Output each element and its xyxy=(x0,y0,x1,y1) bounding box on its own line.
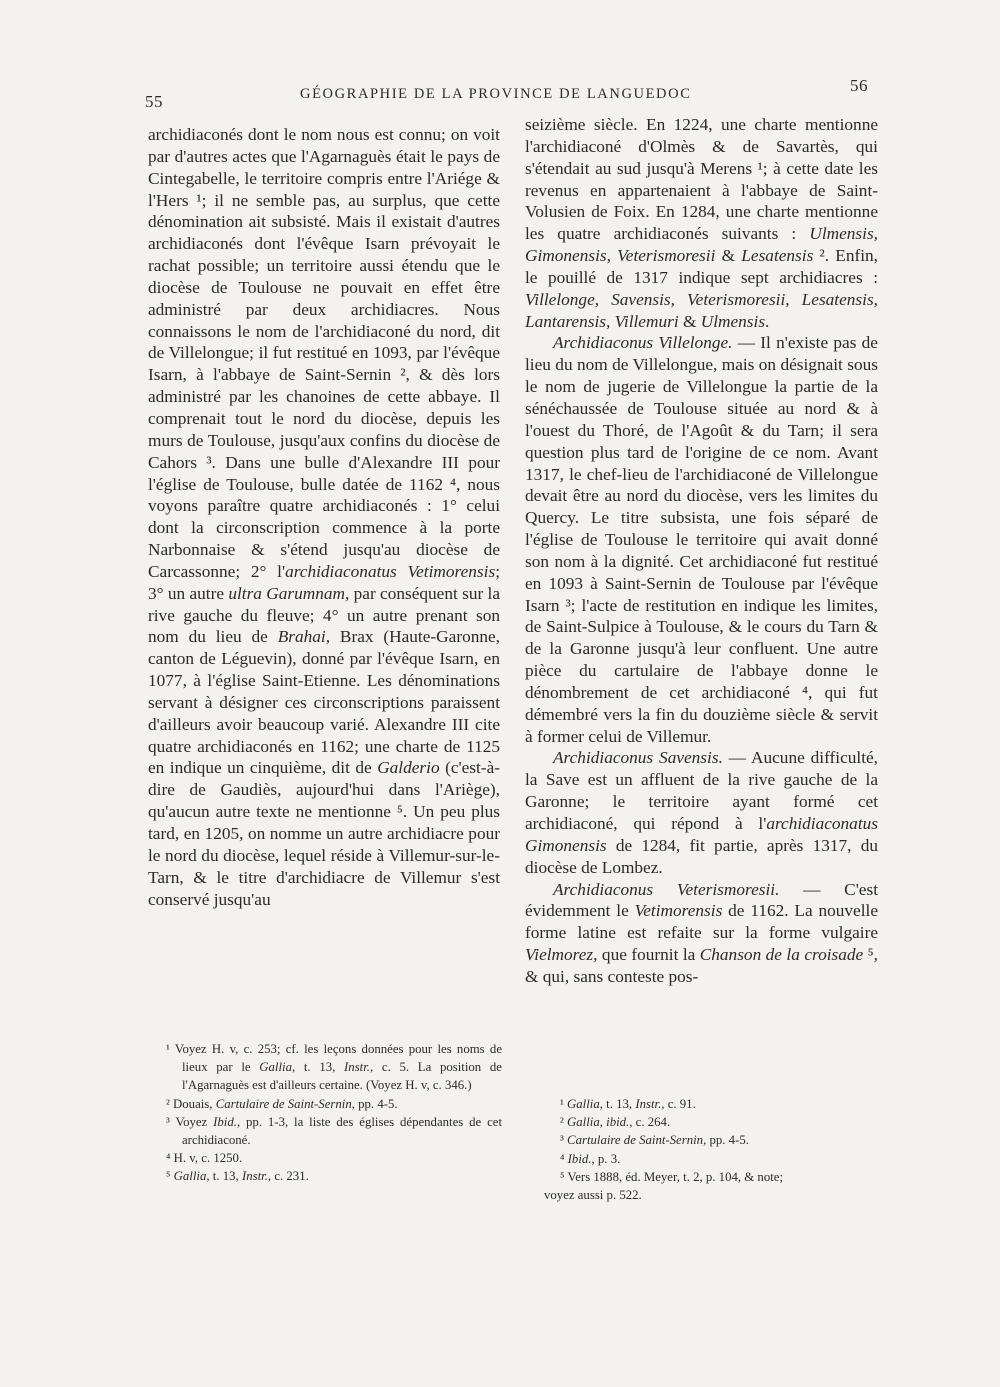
text-run: ⁵, & qui, sans conteste pos- xyxy=(525,945,879,986)
italic-run: Vetimorensis xyxy=(634,901,723,921)
text-run: , t. 13, xyxy=(206,1169,242,1184)
text-run: ; 3° un autre xyxy=(148,561,500,603)
right-paragraph-1 xyxy=(525,114,878,332)
italic-run: archidiaconatus Vetimorensis xyxy=(285,561,496,581)
text-run: , c. 264. xyxy=(629,1115,671,1130)
italic-run: Gallia xyxy=(259,1060,292,1075)
text-run: , par conséquent sur la rive gauche du fleuve; 4° un autre prenant son nom du lieu de xyxy=(148,583,501,647)
right-paragraph-2 xyxy=(525,332,878,747)
italic-run: Ibid. xyxy=(213,1114,237,1129)
italic-run: Ulmensis, Gimonensis, Veterismoresii xyxy=(525,224,878,266)
footnote-2 xyxy=(560,1113,880,1131)
text-run: ⁴ xyxy=(560,1151,568,1166)
text-run: de 1284, fit partie, après 1317, du diocèse de Lombez. xyxy=(525,835,878,877)
italic-run: Gallia xyxy=(567,1097,600,1111)
text-run: voyez aussi p. 522. xyxy=(544,1188,642,1203)
text-run: . xyxy=(765,311,770,331)
text-run: ². Enfin, le pouillé de 1317 indique sept archidiacres : xyxy=(525,246,878,287)
text-run: ¹ xyxy=(560,1097,568,1111)
page-number-right: 56 xyxy=(850,76,868,95)
italic-run: Gallia xyxy=(173,1169,207,1184)
text-run: , pp. 1-3, la liste des églises dépendantes de cet archidiaconé. xyxy=(182,1114,502,1148)
text-run: seizième siècle. En 1224, une charte mentionne l'archidiaconé d'Olmès & de Savartès, qui s'étendait au sud jusqu'à Merens ¹; à cette date les revenus en appartenaient à l'abbaye de Saint-Volusien de Foix. En 1284, une charte mentionne les quatre archidiaconés suivants : xyxy=(525,115,878,244)
italic-run: Instr. xyxy=(344,1060,370,1075)
text-run: (c'est-à-dire de Gaudiès, aujourd'hui dans l'Ariège), qu'aucun autre texte ne mentionne ⁵. Un peu plus tard, en 1205, on nomme un autre archidiacre pour le nord du diocèse, lequel réside à Villemur-sur-le-Tarn, & le titre d'archidiacre de Villemur s'est conservé jusqu'au xyxy=(148,758,500,909)
left-column xyxy=(148,124,500,910)
text-run: — Il n'existe pas de lieu du nom de Villelongue, mais on désignait sous le nom de jugerie de Villelongue la partie de la sénéchaussée de Toulouse située au nord & à l'ouest du Thoré, de l'Agoût & du Tarn; il sera question plus tard de l'origine de ce nom. Avant 1317, le chef-lieu de l'archidiaconé de Villelongue devait être au nord du diocèse, vers les limites du Quercy. Le titre subsista, une fois séparé de l'église de Toulouse le territoire qui avait donné son nom à la dignité. Cet archidiaconé fut restitué en 1093 à Saint-Sernin de Toulouse par l'évêque Isarn ³; l'acte de restitution en indique les limites, de Saint-Sulpice à Toulouse, & le cours du Tarn & de la Garonne jusqu'à leur confluent. Une autre pièce du cartulaire de l'abbaye donne le dénombrement de cet archidiaconé ⁴, qui fut démembré vers la fin du douzième siècle & servit à former celui de Villemur. xyxy=(525,333,878,746)
footnote-3 xyxy=(166,1113,502,1149)
italic-run: Chanson de la croisade xyxy=(699,945,864,965)
italic-run: ultra Garumnam xyxy=(228,583,346,603)
text-run: & xyxy=(678,311,701,331)
text-run: — Aucune difficulté, la Save est un affluent de la rive gauche de la Garonne; le territoire ayant formé cet archidiaconé, qui répond à l' xyxy=(525,748,878,833)
italic-run: Gallia, ibid. xyxy=(567,1115,630,1130)
right-column xyxy=(525,114,878,988)
italic-run: Villelonge, Savensis, Veterismoresii, Lesatensis, Lantarensis, Villemuri xyxy=(525,289,878,331)
text-run: ² Douais, xyxy=(166,1096,216,1111)
text-run: ⁴ H. v, c. 1250. xyxy=(166,1151,243,1166)
footnote-5 xyxy=(560,1168,880,1186)
text-run: , que fournit la xyxy=(593,945,700,965)
text-run: ⁵ Vers 1888, éd. Meyer, t. 2, p. 104, & note; xyxy=(560,1169,784,1184)
italic-run: Ibid. xyxy=(567,1151,592,1166)
running-title: GÉOGRAPHIE DE LA PROVINCE DE LANGUEDOC xyxy=(300,86,692,102)
italic-run: Vielmorez xyxy=(525,945,594,965)
left-footnotes xyxy=(166,1040,502,1186)
text-run: , t. 13, xyxy=(599,1097,636,1111)
text-run: archidiaconés dont le nom nous est connu; on voit par d'autres actes que l'Agarnaguès était le pays de Cintegabelle, le territoire compris entre l'Ariége & l'Hers ¹; il ne semble pas, au surplus, que cette dénomination ait subsisté. Mais il existait d'autres archidiaconés dont l'évêque Isarn prévoyait le rachat possible; un territoire aussi étendu que le diocèse de Toulouse ne pouvait en effet être administré par deux archidiacres. Nous connaissons le nom de l'archidiaconé du nord, dit de Villelongue; il fut restitué en 1093, par l'évêque Isarn, à l'abbaye de Saint-Sernin ², & dès lors administré par les chanoines de cette abbaye. Il comprenait tout le nord du diocèse, depuis les murs de Toulouse, jusqu'aux confins du diocèse de Cahors ³. Dans une bulle d'Alexandre III pour l'église de Toulouse, bulle datée de 1162 ⁴, nous voyons paraître quatre archidiaconés : 1° celui dont la circonscription commence à la porte Narbonnaise & s'étend jusqu'au diocèse de Carcassonne; 2° l' xyxy=(148,125,500,581)
footnote-1 xyxy=(166,1040,502,1095)
italic-run: Ulmensis xyxy=(700,311,766,331)
right-paragraph-4 xyxy=(525,879,878,988)
text-run: , c. 5. La position de l'Agarnaguès est d'ailleurs certaine. (Voyez H. v, c. 346.) xyxy=(182,1060,502,1093)
italic-run: Archidiaconus Savensis. xyxy=(553,748,723,768)
left-paragraph xyxy=(148,124,500,910)
italic-run: Galderio xyxy=(377,758,440,778)
footnote-4 xyxy=(560,1150,880,1168)
text-run: , pp. 4-5. xyxy=(703,1133,749,1148)
footnote-5 xyxy=(166,1167,502,1185)
text-run: ⁵ xyxy=(166,1169,174,1184)
text-run: , c. 91. xyxy=(661,1097,696,1111)
italic-run: Archidiaconus Veterismoresii. xyxy=(553,879,780,899)
footnote-4 xyxy=(166,1149,502,1167)
italic-run: Instr. xyxy=(635,1097,662,1111)
text-run: — C'est évidemment le xyxy=(525,879,878,921)
right-paragraph-3 xyxy=(525,747,878,878)
italic-run: Cartulaire de Saint-Sernin xyxy=(567,1133,704,1148)
italic-run: Lesatensis xyxy=(741,246,814,266)
italic-run: Instr. xyxy=(241,1169,268,1184)
text-run: , p. 3. xyxy=(591,1151,621,1166)
text-run: ¹ Voyez H. v, c. 253; cf. les leçons données pour les noms de lieux par le xyxy=(166,1042,502,1075)
text-run: , c. 231. xyxy=(267,1169,309,1184)
text-run: ³ Voyez xyxy=(166,1114,214,1129)
text-run: , Brax (Haute-Garonne, canton de Léguevin), donné par l'évêque Isarn, en 1077, à l'église Saint-Etienne. Les dénominations servant à désigner ces circonscriptions paraissent d'ailleurs avoir beaucoup varié. Alexandre III cite quatre archidiaconés en 1162; une charte de 1125 en indique un cinquième, dit de xyxy=(148,627,500,778)
page-number-left: 55 xyxy=(145,92,163,111)
text-run: , t. 13, xyxy=(291,1060,345,1075)
text-run: ³ xyxy=(560,1133,568,1148)
italic-run: Cartulaire de Saint-Sernin xyxy=(215,1096,352,1111)
text-run: , pp. 4-5. xyxy=(351,1096,398,1111)
footnote-3 xyxy=(560,1131,880,1149)
text-run: ² xyxy=(560,1115,568,1130)
text-run: & xyxy=(715,246,742,266)
italic-run: Brahai xyxy=(277,627,326,647)
footnote-1 xyxy=(560,1095,880,1113)
text-run: de 1162. La nouvelle forme latine est refaite sur la forme vulgaire xyxy=(525,901,878,943)
italic-run: archidiaconatus Gimonensis xyxy=(525,814,878,855)
footnote-5-continuation xyxy=(544,1186,880,1204)
italic-run: Archidiaconus Villelonge. xyxy=(553,333,733,353)
right-footnotes xyxy=(544,1095,880,1204)
footnote-2 xyxy=(166,1095,502,1113)
